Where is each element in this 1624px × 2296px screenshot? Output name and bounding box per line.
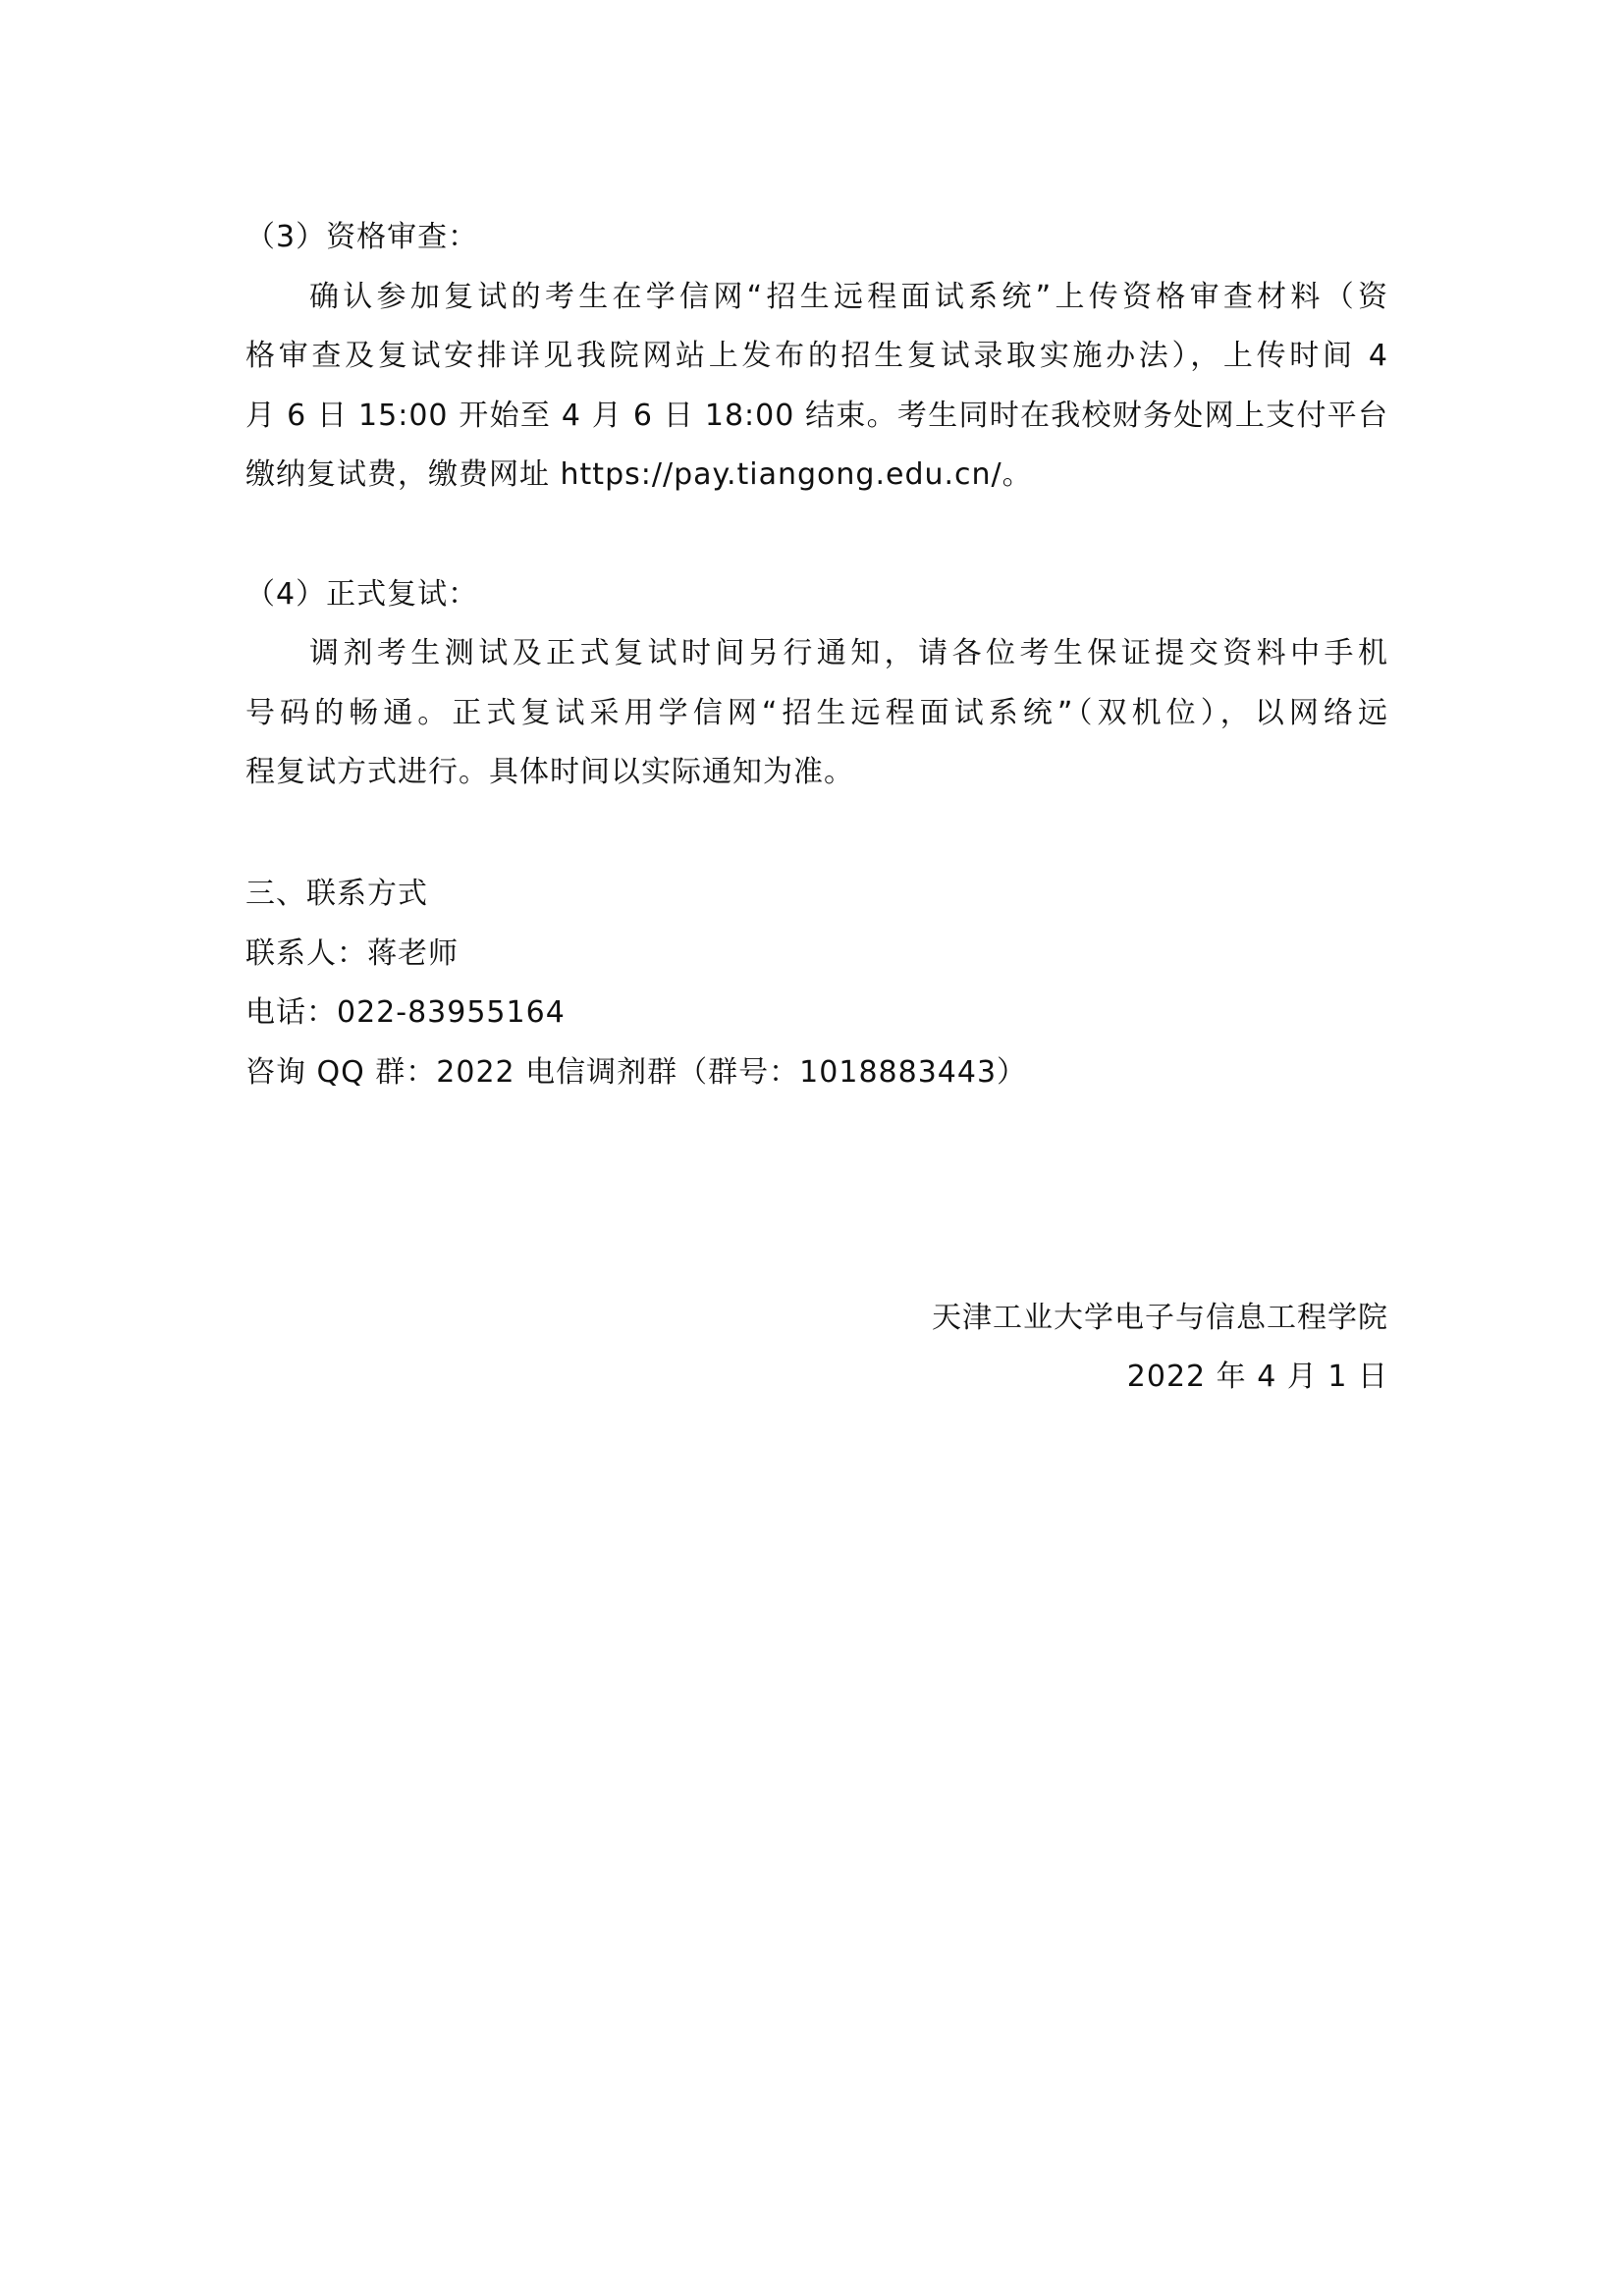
paragraph-line: 格审查及复试安排详见我院网站上发布的招生复试录取实施办法），上传时间 4 [245,339,1388,373]
paragraph-line: 程复试方式进行。具体时间以实际通知为准。 [245,755,854,789]
contact-phone: 电话：022-83955164 [245,995,566,1030]
section-heading-formal-retest: （4）正式复试： [245,577,479,612]
section-heading-contact: 三、联系方式 [245,877,428,911]
signature-date: 2022 年 4 月 1 日 [1126,1360,1388,1394]
paragraph-line: 号码的畅通。正式复试采用学信网“招生远程面试系统”（双机位），以网络远 [245,696,1388,730]
paragraph-line: 月 6 日 15:00 开始至 4 月 6 日 18:00 结束。考生同时在我校财务处网上支付平台 [245,399,1388,433]
contact-qq-group: 咨询 QQ 群：2022 电信调剂群（群号：1018883443） [245,1055,1028,1090]
section-heading-qualification-review: （3）资格审查： [245,220,479,254]
paragraph-line: 缴纳复试费，缴费网址 https://pay.tiangong.edu.cn/。 [245,457,1033,492]
paragraph-line: 调剂考生测试及正式复试时间另行通知，请各位考生保证提交资料中手机 [309,636,1388,670]
contact-person: 联系人：蒋老师 [245,936,459,971]
paragraph-line: 确认参加复试的考生在学信网“招生远程面试系统”上传资格审查材料（资 [309,280,1388,314]
signature-institution: 天津工业大学电子与信息工程学院 [932,1301,1388,1335]
